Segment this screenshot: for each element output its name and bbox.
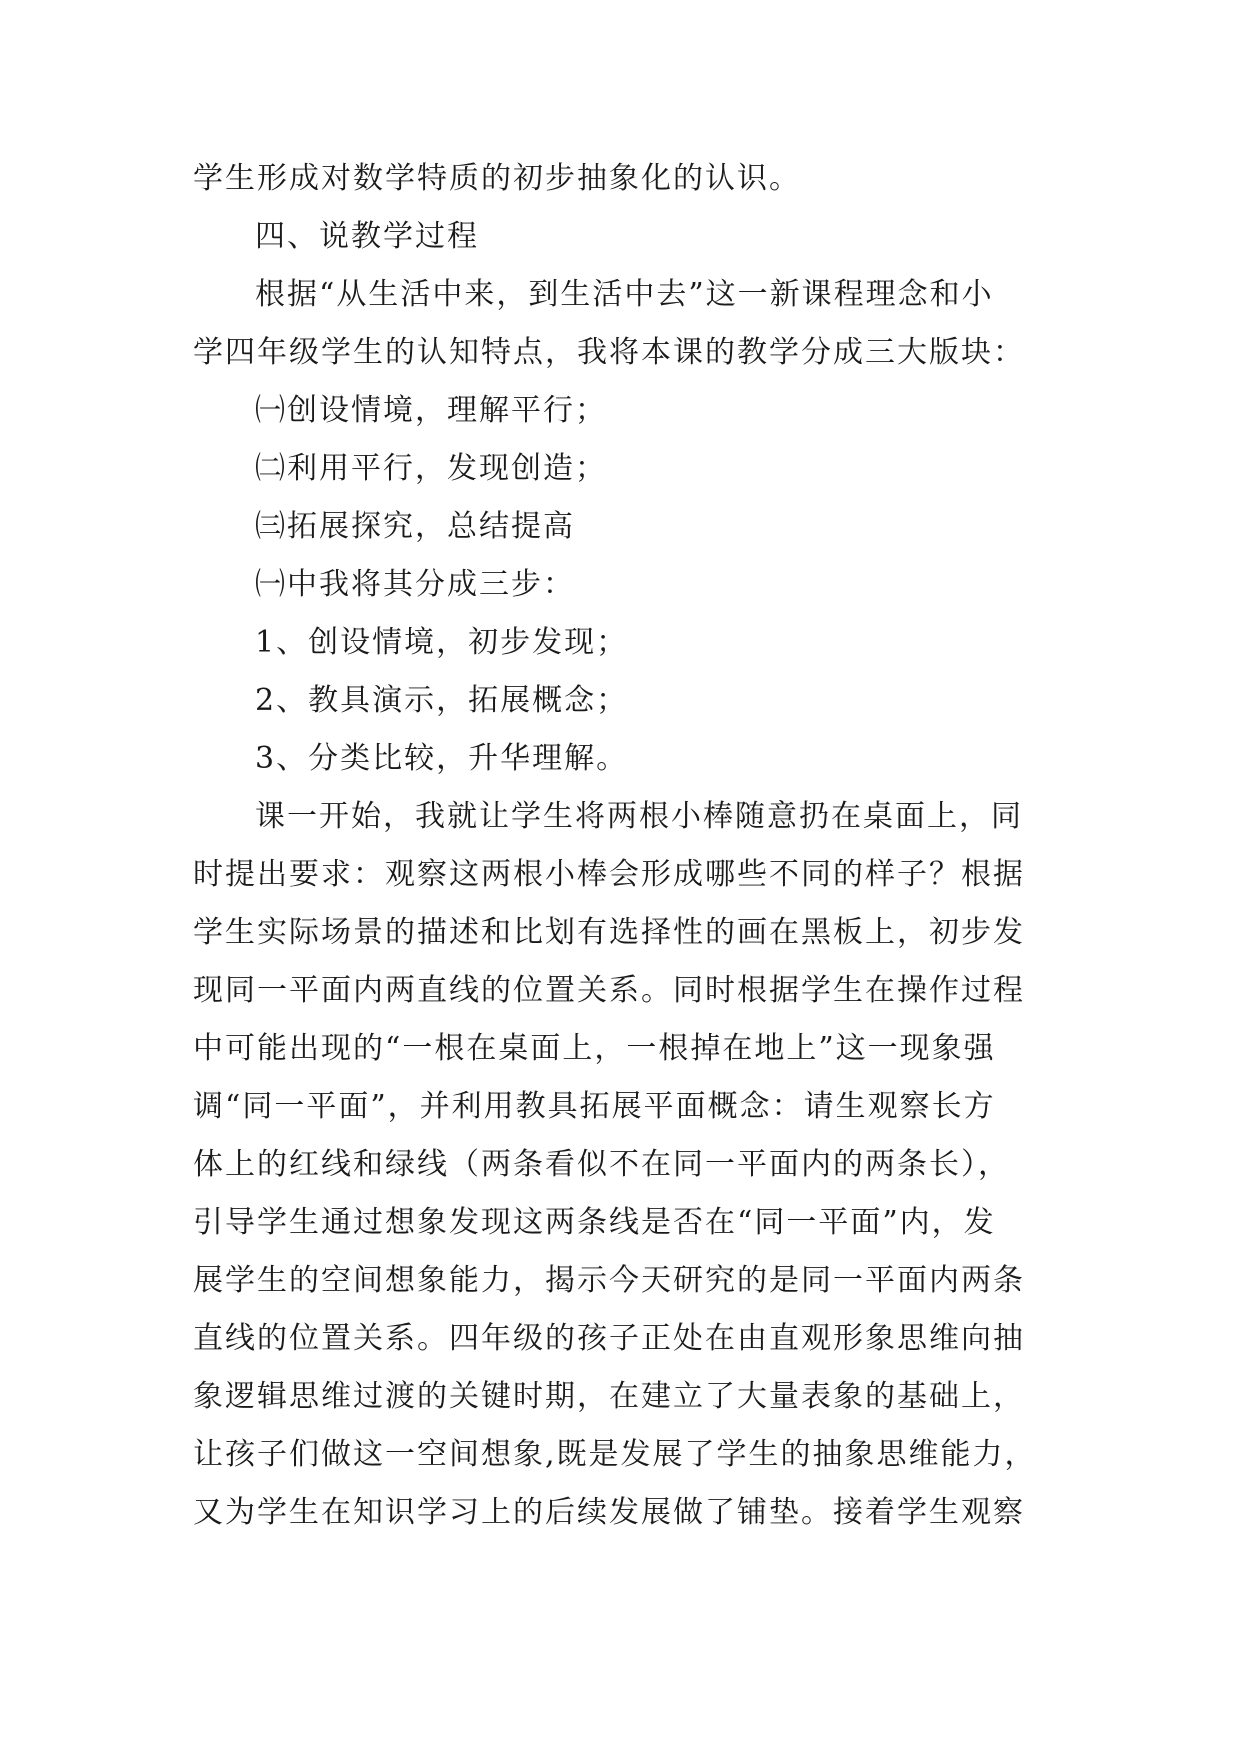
paragraph-line: 根据“从生活中来，到生活中去”这一新课程理念和小 bbox=[255, 277, 994, 312]
list-item: ㈡利用平行，发现创造； bbox=[255, 451, 607, 486]
list-item: ㈢拓展探究，总结提高 bbox=[255, 509, 575, 544]
paragraph-line: 引导学生通过想象发现这两条线是否在“同一平面”内，发 bbox=[193, 1205, 996, 1240]
list-item: 3、分类比较，升华理解。 bbox=[255, 741, 629, 776]
paragraph-line: ㈠中我将其分成三步： bbox=[255, 567, 575, 602]
paragraph-line: 学生实际场景的描述和比划有选择性的画在黑板上，初步发 bbox=[193, 915, 1025, 950]
paragraph-line: 让孩子们做这一空间想象,既是发展了学生的抽象思维能力， bbox=[193, 1437, 1037, 1472]
paragraph-line: 直线的位置关系。四年级的孩子正处在由直观形象思维向抽 bbox=[193, 1321, 1025, 1356]
list-item: 1、创设情境，初步发现； bbox=[255, 625, 629, 660]
paragraph-line: 体上的红线和绿线（两条看似不在同一平面内的两条长）， bbox=[193, 1147, 1010, 1182]
paragraph-line: 时提出要求：观察这两根小棒会形成哪些不同的样子？根据 bbox=[193, 857, 1025, 892]
paragraph-line: 展学生的空间想象能力，揭示今天研究的是同一平面内两条 bbox=[193, 1263, 1025, 1298]
paragraph-line: 学四年级学生的认知特点，我将本课的教学分成三大版块： bbox=[193, 335, 1025, 370]
list-item: 2、教具演示，拓展概念； bbox=[255, 683, 629, 718]
list-item: ㈠创设情境，理解平行； bbox=[255, 393, 607, 428]
paragraph-line: 课一开始，我就让学生将两根小棒随意扔在桌面上，同 bbox=[255, 799, 1023, 834]
paragraph-line: 调“同一平面”，并利用教具拓展平面概念：请生观察长方 bbox=[193, 1089, 996, 1124]
paragraph-line: 学生形成对数学特质的初步抽象化的认识。 bbox=[193, 161, 801, 196]
paragraph-line: 又为学生在知识学习上的后续发展做了铺垫。接着学生观察 bbox=[193, 1495, 1025, 1530]
paragraph-line: 象逻辑思维过渡的关键时期，在建立了大量表象的基础上， bbox=[193, 1379, 1025, 1414]
paragraph-line: 现同一平面内两直线的位置关系。同时根据学生在操作过程 bbox=[193, 973, 1025, 1008]
section-heading: 四、说教学过程 bbox=[255, 219, 479, 254]
paragraph-line: 中可能出现的“一根在桌面上，一根掉在地上”这一现象强 bbox=[193, 1031, 996, 1066]
